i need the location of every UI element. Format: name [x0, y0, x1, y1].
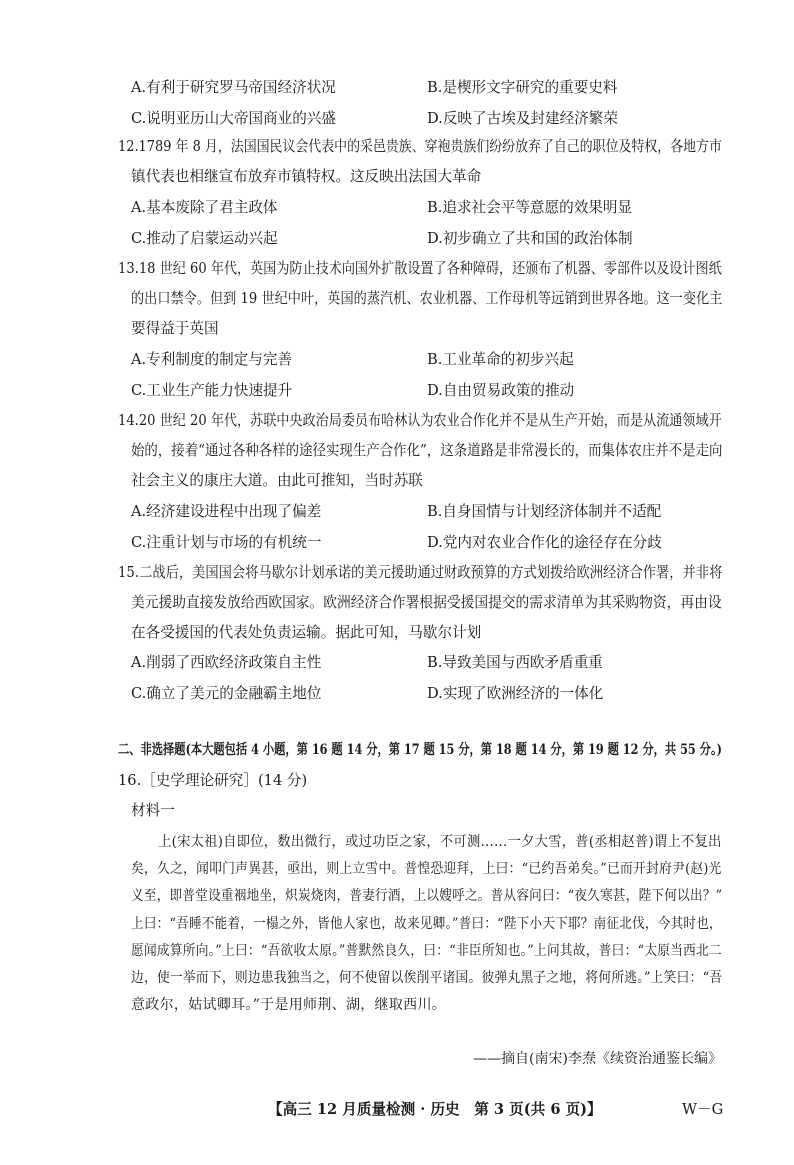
quote-line-7: 意政尔，姑试卿耳。”于是用师荆、湖，继取西川。: [131, 997, 447, 1014]
q11-option-d: D.反映了古埃及封建经济繁荣: [427, 110, 618, 127]
quote-line-5: 愿闻成算所向。”上曰：“吾欲收太原。”普默然良久，曰：“非臣所知也。”上问其故，普曰：“太原当西北二: [131, 942, 722, 959]
q13-option-c: C.工业生产能力快速提升: [131, 382, 293, 399]
q16-title: 16.［史学理论研究］(14 分): [118, 772, 308, 789]
q12-stem-line-2: 镇代表也相继宣布放弃市镇特权。这反映出法国大革命: [131, 168, 482, 185]
q12-option-c: C.推动了启蒙运动兴起: [131, 230, 278, 247]
q13-stem-line-1: 13.18 世纪 60 年代，英国为防止技术向国外扩散设置了各种障碍，还颁布了机器、零部件以及设计图纸: [118, 260, 722, 277]
footer-code: W－G: [682, 1101, 724, 1118]
quote-line-6: 边，使一举而下，则边患我独当之，何不使留以俟削平诸国。彼弹丸黑子之地，将何所逃。”上笑曰：“吾: [131, 970, 723, 987]
q16-material-quote: [131, 829, 722, 1019]
q14-stem-line-2: 始的，接着“通过各种各样的途径实现生产合作化”，这条道路是非常漫长的，而集体农庄并不是走向: [131, 442, 723, 459]
q12-stem-line-1: 12.1789 年 8 月，法国国民议会代表中的采邑贵族、穿袍贵族们纷纷放弃了自己的职位及特权，各地方市: [118, 138, 722, 155]
q13-option-b: B.工业革命的初步兴起: [427, 351, 574, 368]
q15-option-c: C.确立了美元的金融霸主地位: [131, 685, 322, 702]
q15-stem-line-3: 在各受援国的代表处负责运输。据此可知，马歇尔计划: [131, 624, 482, 641]
q15-option-b: B.导致美国与西欧矛盾重重: [427, 654, 603, 671]
q13-option-d: D.自由贸易政策的推动: [427, 382, 575, 399]
q13-option-a: A.专利制度的制定与完善: [131, 351, 293, 368]
quote-line-1: 上(宋太祖)自即位，数出微行，或过功臣之家，不可测……一夕大雪，普(丞相赵普)谓上不复出: [131, 834, 722, 850]
q12-option-d: D.初步确立了共和国的政治体制: [427, 230, 633, 247]
q14-stem-line-3: 社会主义的康庄大道。由此可推知，当时苏联: [131, 472, 423, 489]
q13-stem-line-2: 的出口禁令。但到 19 世纪中叶，英国的蒸汽机、农业机器、工作母机等远销到世界各地。这一变化主: [131, 290, 723, 307]
q13-stem-line-3: 要得益于英国: [131, 320, 219, 337]
page-footer: 【高三 12 月质量检测 · 历史 第 3 页(共 6 页)】: [268, 1101, 602, 1118]
q16-source-citation: ——摘自(南宋)李焘《续资治通鉴长编》: [473, 1051, 722, 1067]
q15-stem-line-2: 美元援助直接发放给西欧国家。欧洲经济合作署根据受援国提交的需求清单为其采购物资，再由设: [131, 594, 722, 611]
q14-option-c: C.注重计划与市场的有机统一: [131, 534, 322, 551]
q14-option-d: D.党内对农业合作化的途径存在分歧: [427, 534, 662, 551]
q14-option-a: A.经济建设进程中出现了偏差: [131, 503, 322, 520]
q11-option-b: B.是楔形文字研究的重要史料: [427, 79, 618, 96]
q16-material-label: 材料一: [131, 802, 175, 819]
quote-line-4: 上曰：“吾睡不能着，一榻之外，皆他人家也，故来见卿。”普曰：“陛下小天下耶？南征北伐，今其时也，: [131, 915, 722, 932]
section-2-heading: 二、非选择题(本大题包括 4 小题，第 16 题 14 分，第 17 题 15 分，第 18 题 14 分，第 19 题 12 分，共 55 分。): [118, 742, 722, 758]
q14-option-b: B.自身国情与计划经济体制并不适配: [427, 503, 662, 520]
q15-option-a: A.削弱了西欧经济政策自主性: [131, 654, 322, 671]
q12-option-a: A.基本废除了君主政体: [131, 199, 278, 216]
q15-stem-line-1: 15.二战后，美国国会将马歇尔计划承诺的美元援助通过财政预算的方式划拨给欧洲经济合作署，并非将: [118, 564, 723, 581]
q11-option-c: C.说明亚历山大帝国商业的兴盛: [131, 110, 337, 127]
q12-option-b: B.追求社会平等意愿的效果明显: [427, 199, 633, 216]
q14-stem-line-1: 14.20 世纪 20 年代，苏联中央政治局委员布哈林认为农业合作化并不是从生产开始，而是从流通领域开: [118, 412, 722, 429]
q11-option-a: A.有利于研究罗马帝国经济状况: [131, 79, 336, 96]
quote-line-2: 矣，久之，闻叩门声異甚，亟出，则上立雪中。普惶恐迎拜，上曰：“已约吾弟矣。”已而开封府尹(赵)光: [131, 861, 722, 878]
quote-line-3: 义至，即普堂设重裀地坐，炽炭烧肉，普妻行酒，上以嫂呼之。普从容问曰：“夜久寒甚，陛下何以出？”: [131, 888, 723, 905]
q15-option-d: D.实现了欧洲经济的一体化: [427, 685, 604, 702]
